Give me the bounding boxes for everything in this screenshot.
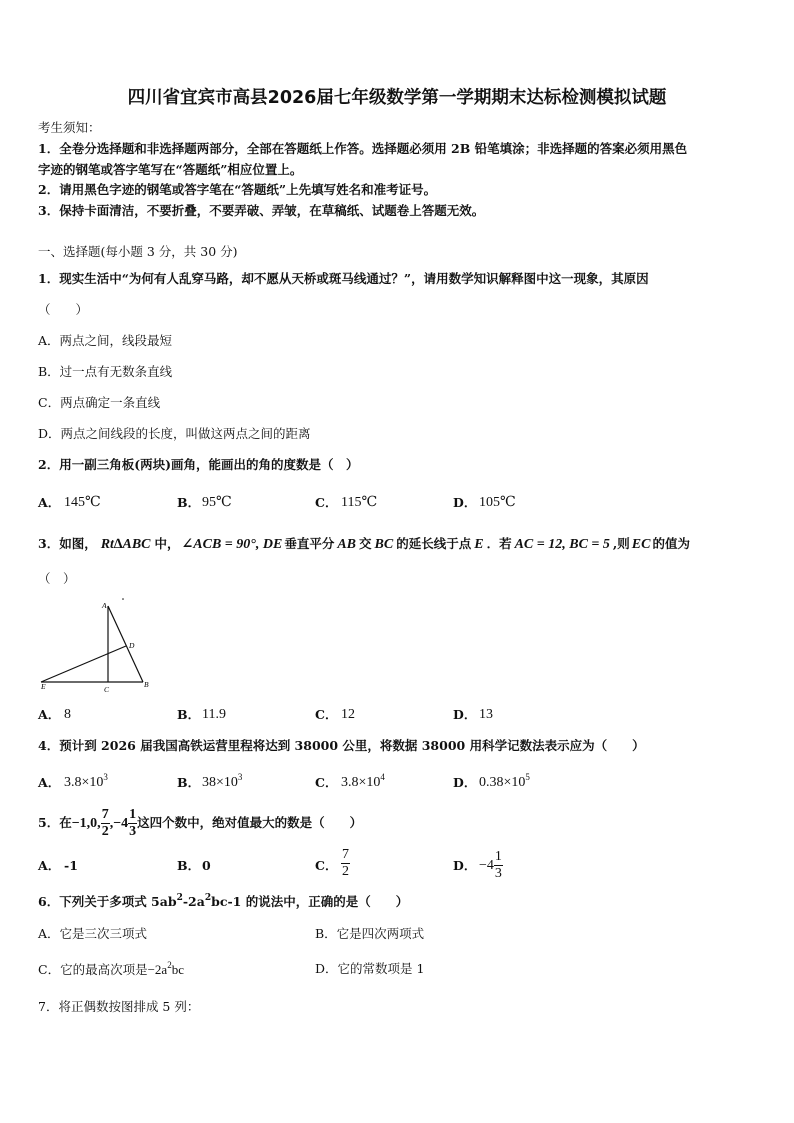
q2-stem: 2．用一副三角板(两块)画角，能画出的角的度数是（ ）: [38, 457, 359, 472]
q3-option-c-value: 12: [341, 707, 355, 722]
q5-option-c-value: $\frac{7}{2}$: [342, 847, 349, 879]
label-e: E: [41, 682, 46, 691]
q3-stem-end: 的值为: [652, 536, 690, 551]
q5-number-list: −1,0,: [71, 816, 101, 831]
q3-option-b-label: B．: [177, 707, 201, 722]
q2-option-c-label: C．: [315, 495, 338, 510]
label-c: C: [104, 685, 110, 694]
q2-option-b-label: B．: [177, 495, 201, 510]
q3-triangle-figure: [30, 595, 160, 695]
notice-heading: 考生须知：: [38, 120, 101, 135]
notice-item-1: 1．全卷分选择题和非选择题两部分，全部在答题纸上作答。选择题必须用 2B 铅笔填涂；非选择题的答案必须用黑色: [38, 141, 688, 156]
q2-option-b-value: 95℃: [202, 495, 232, 510]
q2-option-d-label: D．: [453, 495, 477, 510]
q7-stem: 7．将正偶数按图排成 5 列：: [38, 999, 200, 1014]
exam-title: 四川省宜宾市高县2026届七年级数学第一学期期末达标检测模拟试题: [127, 88, 667, 108]
q4-option-a-value: $3.8\times 10^3$: [64, 772, 108, 790]
q3-segment-bc: BC: [374, 537, 394, 552]
q3-segment-ab: AB: [337, 537, 357, 552]
notice-item-2: 2．请用黑色字迹的钢笔或答字笔在“答题纸”上先填写姓名和准考证号。: [38, 182, 437, 197]
q2-option-a-value: 145℃: [64, 495, 101, 510]
q3-segment-ec: EC: [631, 537, 651, 552]
q1-answer-paren: （ ）: [38, 302, 89, 317]
q2-option-c-value: 115℃: [341, 495, 378, 510]
q5-mixed-whole: −4: [113, 816, 129, 831]
q5-stem: 5．在−1,0, $\frac{7}{2}$ ,−4 $\frac{1}{3}$ 这四个数中，绝对值最大的数是（ ）: [38, 807, 363, 839]
q4-option-a-label: A．: [38, 775, 61, 790]
q6-option-d: D．它的常数项是 1: [315, 961, 425, 976]
q1-option-a: A．两点之间，线段最短: [38, 333, 173, 348]
q5-fraction-1-3: $\frac{1}{3}$: [129, 807, 137, 839]
line-ab: [108, 606, 143, 682]
q5-option-b-label: B．: [177, 858, 201, 873]
q3-perp-text: 垂直平分: [284, 536, 335, 551]
q4-option-b-value: $38\times 10^3$: [202, 772, 243, 790]
stray-dot: [122, 598, 124, 600]
q2-option-d-value: 105℃: [479, 495, 516, 510]
q4-option-d-label: D．: [453, 775, 477, 790]
q3-zhong: 中，: [154, 536, 180, 551]
label-a: A: [102, 601, 107, 610]
q3-stem: [38, 538, 690, 552]
q1-stem: 1．现实生活中“为何有人乱穿马路，却不愿从天桥或斑马线通过？”，请用数学知识解释图中这一现象，其原因: [38, 271, 649, 286]
q6-highest-term: $-2a^2bc$: [147, 960, 184, 977]
q5-stem-start: 5．在: [38, 815, 72, 830]
q3-option-c-label: C．: [315, 707, 338, 722]
notice-item-3: 3．保持卡面清洁，不要折叠，不要弄破、弄皱，在草稿纸、试题卷上答题无效。: [38, 203, 485, 218]
q4-option-c-value: $3.8\times 10^4$: [341, 772, 385, 790]
q5-stem-end: 这四个数中，绝对值最大的数是（ ）: [137, 815, 363, 830]
q5-option-d-label: D．: [453, 858, 477, 873]
q1-option-d: D．两点之间线段的长度，叫做这两点之间的距离: [38, 426, 311, 441]
q6-option-a: A．它是三次三项式: [38, 926, 148, 941]
q3-angle-condition: ∠ACB = 90°, DE: [181, 537, 283, 552]
q3-given-values: AC = 12, BC = 5: [514, 537, 610, 552]
q5-option-c-label: C．: [315, 858, 338, 873]
q5-option-d-value: −4 $\frac{1}{3}$: [479, 849, 502, 882]
q3-triangle: Rt∆ABC: [100, 537, 151, 552]
q3-option-d-label: D．: [453, 707, 477, 722]
q2-option-a-label: A．: [38, 495, 61, 510]
q1-option-b: B．过一点有无数条直线: [38, 364, 173, 379]
q3-ruo: ．若: [486, 536, 512, 551]
q3-option-b-value: 11.9: [202, 707, 226, 722]
line-ed: [41, 646, 126, 682]
q3-option-a-label: A．: [38, 707, 61, 722]
q3-option-a-value: 8: [64, 707, 71, 722]
section-heading: 一、选择题(每小题 3 分，共 30 分): [38, 244, 238, 259]
q5-fraction-7-2: $\frac{7}{2}$: [101, 807, 109, 839]
q1-option-c: C．两点确定一条直线: [38, 395, 161, 410]
q6-stem: 6．下列关于多项式 $5ab^2-2a^2bc-1$ 的说法中，正确的是（ ）: [38, 893, 409, 909]
label-d: D: [129, 641, 135, 650]
label-b: B: [144, 680, 149, 689]
notice-item-1-cont: 字迹的钢笔或答字笔写在“答题纸”相应位置上。: [38, 162, 303, 177]
q3-jiao: 交: [359, 536, 372, 551]
q3-answer-paren: （ ）: [38, 571, 76, 586]
q4-option-d-value: $0.38\times 10^5$: [479, 772, 530, 790]
q3-option-d-value: 13: [479, 707, 493, 722]
q5-option-a-label: A．: [38, 858, 61, 873]
q4-stem: 4．预计到 2026 届我国高铁运营里程将达到 38000 公里，将数据 38000 用科学记数法表示应为（ ）: [38, 738, 645, 753]
q5-option-b-value: 0: [202, 858, 211, 873]
q3-ze: ,则: [612, 536, 630, 551]
q4-option-c-label: C．: [315, 775, 338, 790]
q3-stem-start: 3．如图，: [38, 536, 97, 551]
q3-point-e: E: [474, 537, 484, 552]
q4-option-b-label: B．: [177, 775, 201, 790]
q5-option-a-value: -1: [64, 858, 78, 873]
q6-option-b: B．它是四次两项式: [315, 926, 425, 941]
q3-ext-text: 的延长线于点: [396, 536, 472, 551]
q6-option-c: C．它的最高次项是$-2a^2bc$: [38, 960, 184, 977]
